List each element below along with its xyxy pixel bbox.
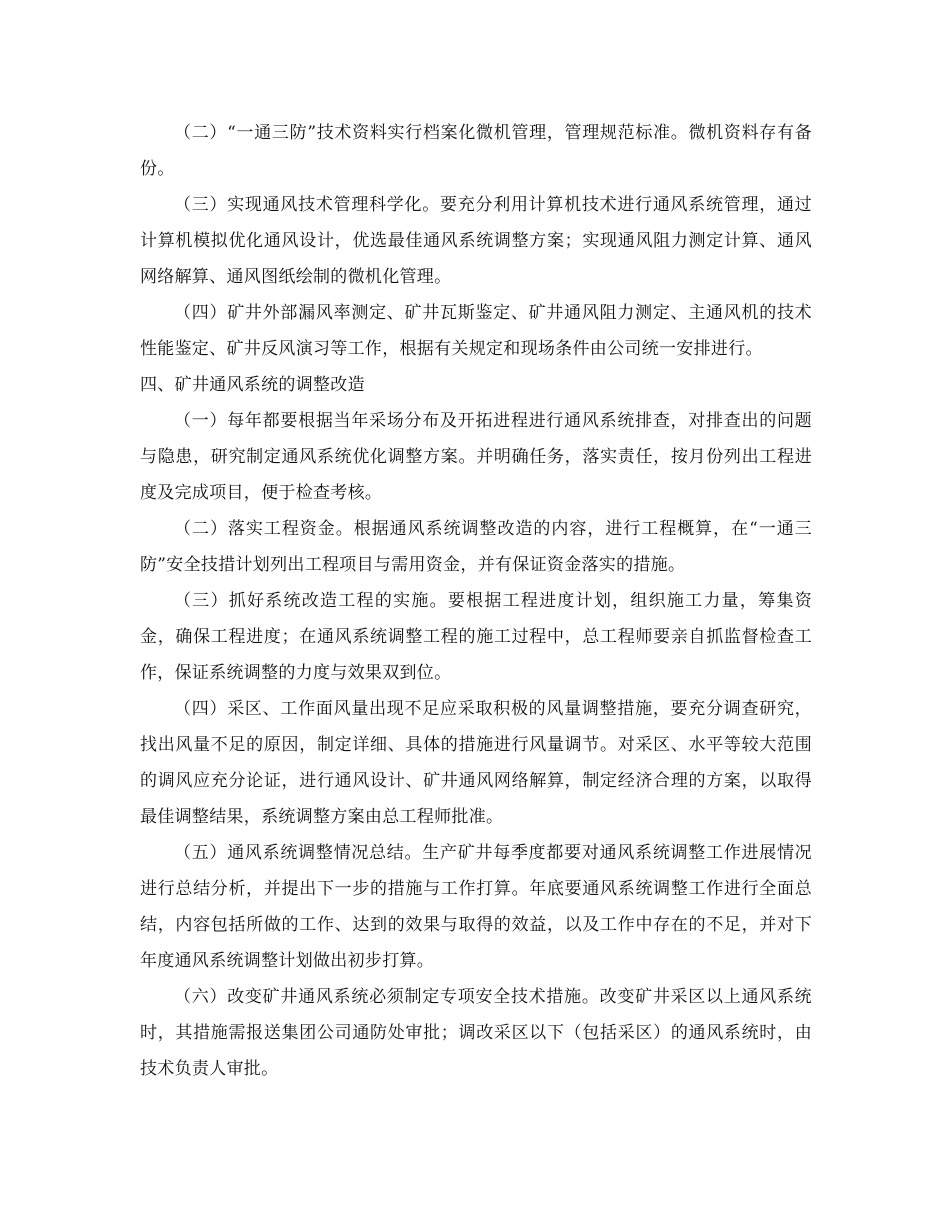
paragraph-adjustment-summary: （五）通风系统调整情况总结。生产矿井每季度都要对通风系统调整工作进展情况进行总结分析，并提出下一步的措施与工作打算。年底要通风系统调整工作进行全面总结，内容包括所做的工作、达到的效果与取得的效益，以及工作中存在的不足，并对下年度通风系统调整计划做出初步打算。	[140, 843, 812, 971]
paragraph-project-funding: （二）落实工程资金。根据通风系统调整改造的内容，进行工程概算，在“一通三防”安全技措计划列出工程项目与需用资金，并有保证资金落实的措施。	[140, 519, 812, 575]
paragraph-annual-inspection: （一）每年都要根据当年采场分布及开拓进程进行通风系统排查，对排查出的问题与隐患，研究制定通风系统优化调整方案。并明确任务，落实责任，按月份列出工程进度及完成项目，便于检查考核。	[140, 411, 812, 503]
document-body	[140, 115, 812, 1087]
section-heading-ventilation-adjustment: 四、矿井通风系统的调整改造	[140, 375, 365, 395]
paragraph-mine-testing: （四）矿井外部漏风率测定、矿井瓦斯鉴定、矿井通风阻力测定、主通风机的技术性能鉴定、矿井反风演习等工作，根据有关规定和现场条件由公司统一安排进行。	[140, 303, 812, 359]
paragraph-airflow-adjustment: （四）采区、工作面风量出现不足应采取积极的风量调整措施，要充分调查研究，找出风量不足的原因，制定详细、具体的措施进行风量调节。对采区、水平等较大范围的调风应充分论证，进行通风设计、矿井通风网络解算，制定经济合理的方案，以取得最佳调整结果，系统调整方案由总工程师批准。	[140, 699, 812, 827]
paragraph-project-implementation: （三）抓好系统改造工程的实施。要根据工程进度计划，组织施工力量，筹集资金，确保工程进度；在通风系统调整工程的施工过程中，总工程师要亲自抓监督检查工作，保证系统调整的力度与效果双到位。	[140, 591, 812, 683]
paragraph-ventilation-management: （三）实现通风技术管理科学化。要充分利用计算机技术进行通风系统管理，通过计算机模拟优化通风设计，优选最佳通风系统调整方案；实现通风阻力测定计算、通风网络解算、通风图纸绘制的微机化管理。	[140, 195, 812, 287]
paragraph-ventilation-records: （二）“一通三防”技术资料实行档案化微机管理，管理规范标准。微机资料存有备份。	[140, 123, 812, 179]
paragraph-safety-measures: （六）改变矿井通风系统必须制定专项安全技术措施。改变矿井采区以上通风系统时，其措施需报送集团公司通防处审批；调改采区以下（包括采区）的通风系统时，由技术负责人审批。	[140, 987, 812, 1079]
